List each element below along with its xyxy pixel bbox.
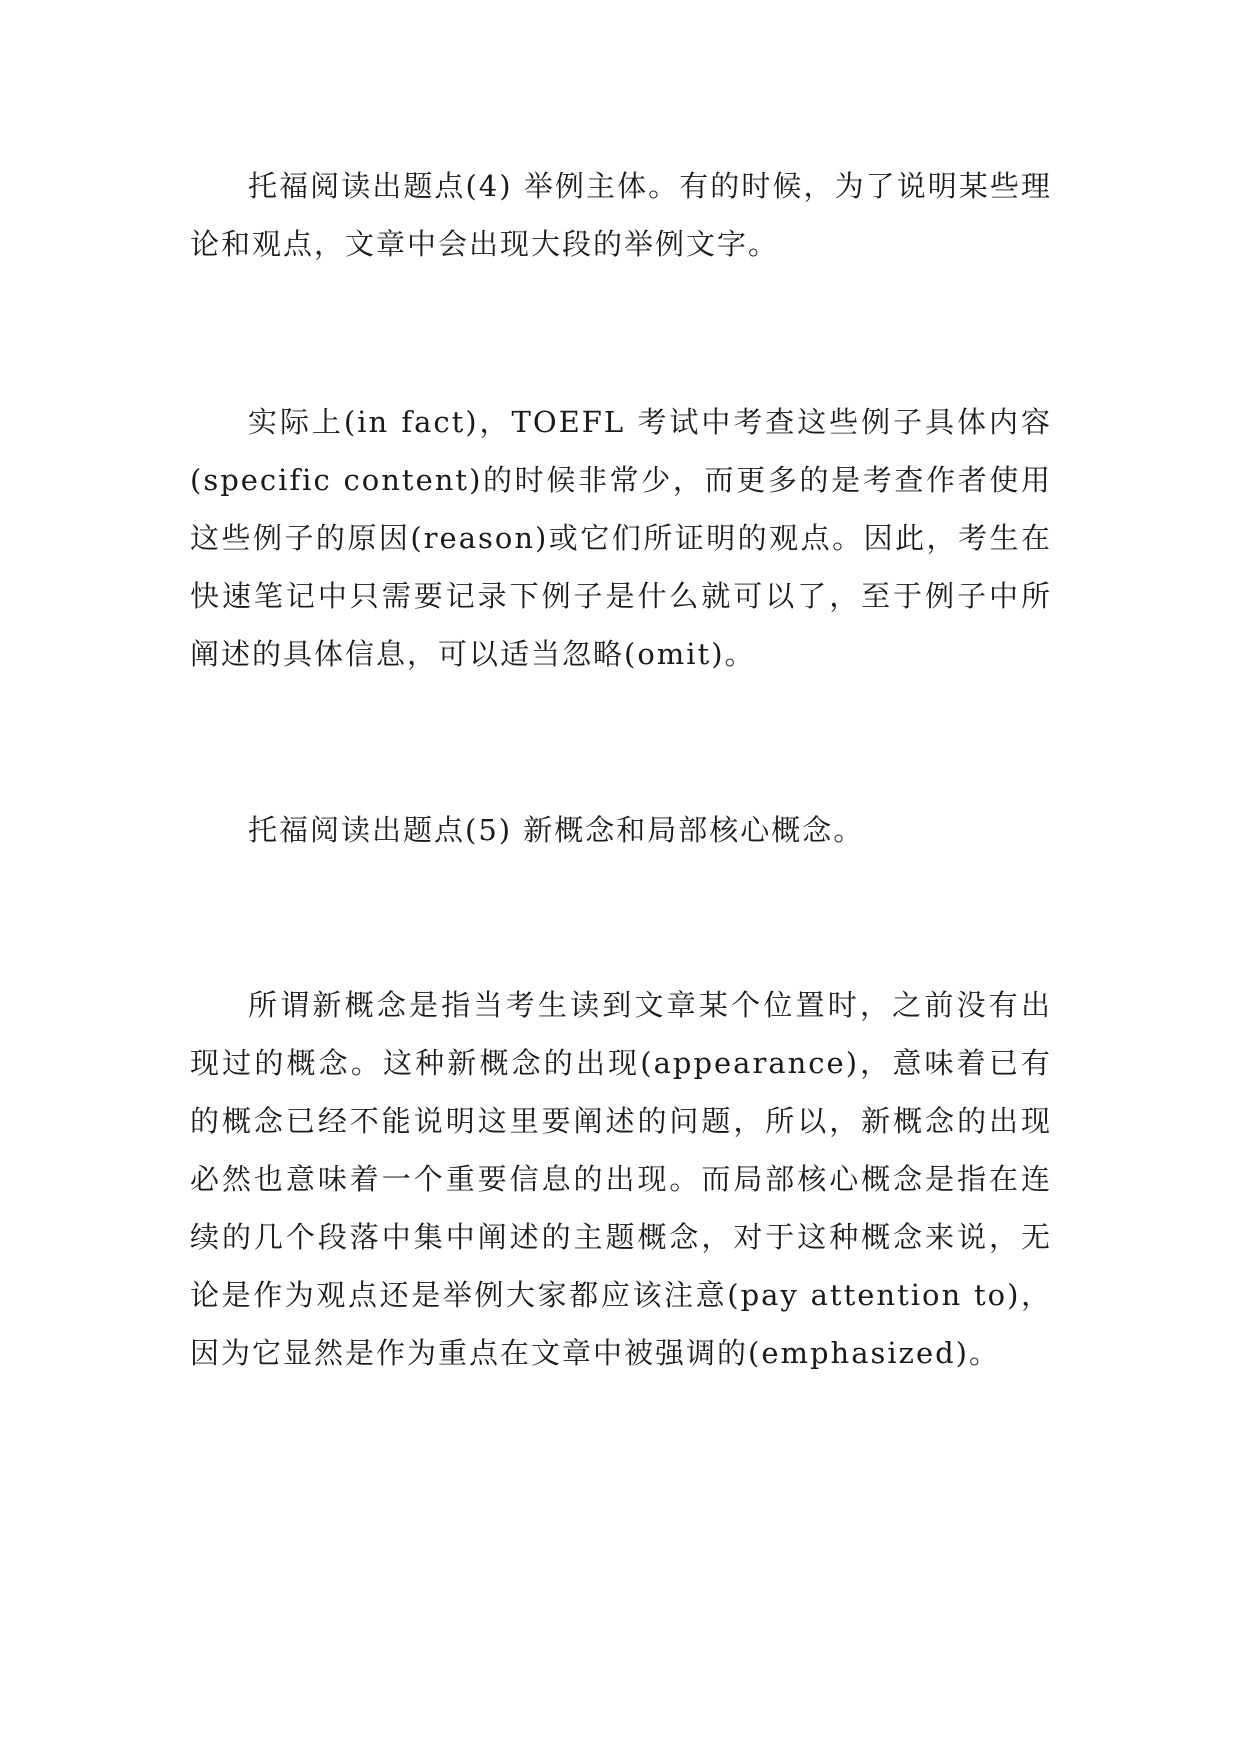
paragraph-example-subject: 托福阅读出题点(4) 举例主体。有的时候，为了说明某些理论和观点，文章中会出现大段的举例文字。 — [190, 169, 1052, 261]
paragraph-new-concepts-body: 所谓新概念是指当考生读到文章某个位置时，之前没有出现过的概念。这种新概念的出现(appearance)，意味着已有的概念已经不能说明这里要阐述的问题，所以，新概念的出现必然也意味着一个重要信息的出现。而局部核心概念是指在连续的几个段落中集中阐述的主题概念，对于这种概念来说，无论是作为观点还是举例大家都应该注意(pay attention to)，因为它显然是作为重点在文章中被强调的(emphasized)。 — [190, 988, 1052, 1370]
paragraph-new-concepts-heading: 托福阅读出题点(5) 新概念和局部核心概念。 — [248, 813, 865, 847]
paragraph-in-fact: 实际上(in fact)，TOEFL 考试中考查这些例子具体内容(specific content)的时候非常少，而更多的是考查作者使用这些例子的原因(reason)或它们所证明的观点。因此，考生在快速笔记中只需要记录下例子是什么就可以了，至于例子中所阐述的具体信息，可以适当忽略(omit)。 — [190, 405, 1052, 671]
